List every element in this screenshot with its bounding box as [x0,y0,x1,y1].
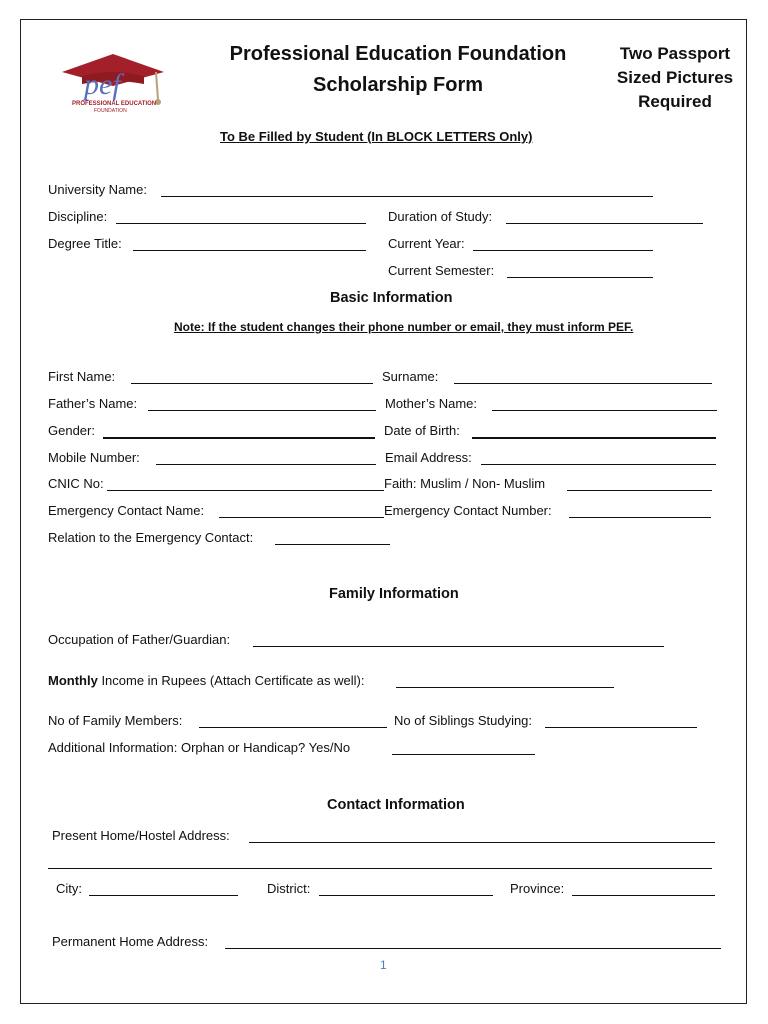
income-field[interactable] [396,687,614,688]
siblings-field[interactable] [545,727,697,728]
emergency-number-label: Emergency Contact Number: [384,503,552,518]
faith-field[interactable] [567,490,712,491]
cnic-label: CNIC No: [48,476,104,491]
family-members-field[interactable] [199,727,387,728]
email-field[interactable] [481,464,716,465]
logo-text: pef [84,68,121,101]
duration-label: Duration of Study: [388,209,493,224]
form-subtitle: Scholarship Form [312,74,484,96]
surname-field[interactable] [454,383,712,384]
income-label [48,673,364,688]
emergency-number-field[interactable] [569,517,711,518]
cnic-field[interactable] [107,490,384,491]
university-field[interactable] [161,196,653,197]
discipline-label: Discipline: [48,209,108,224]
mobile-field[interactable] [156,464,376,465]
university-label: University Name: [48,182,147,197]
surname-label: Surname: [382,369,439,384]
province-field[interactable] [572,895,715,896]
mobile-label: Mobile Number: [48,450,140,465]
city-field[interactable] [89,895,238,896]
first-name-label: First Name: [48,369,116,384]
current-year-label: Current Year: [388,236,465,251]
degree-label: Degree Title: [48,236,122,251]
current-semester-label: Current Semester: [388,263,495,278]
passport-note-line2: Sized Pictures [616,68,734,87]
gender-label: Gender: [48,423,95,438]
instruction-text: To Be Filled by Student (In BLOCK LETTERS Only) [220,129,533,144]
current-year-field[interactable] [473,250,653,251]
email-label: Email Address: [385,450,472,465]
basic-info-note: Note: If the student changes their phone number or email, they must inform PEF. [174,320,634,334]
income-label-rest: Income in Rupees (Attach Certificate as well): [97,673,365,688]
faith-label: Faith: Muslim / Non- Muslim [384,476,546,491]
relation-label: Relation to the Emergency Contact: [48,530,254,545]
relation-field[interactable] [275,544,390,545]
contact-info-heading: Contact Information [327,797,465,813]
district-label: District: [267,881,311,896]
family-members-label: No of Family Members: [48,713,183,728]
mother-name-field[interactable] [492,410,717,411]
page-number: 1 [380,958,387,972]
gender-field[interactable] [103,437,375,439]
income-label-bold: Monthly [48,673,98,688]
siblings-label: No of Siblings Studying: [394,713,533,728]
logo-caption: PROFESSIONAL EDUCATION [72,101,157,107]
city-label: City: [56,881,82,896]
dob-field[interactable] [472,437,716,439]
discipline-field[interactable] [116,223,366,224]
emergency-name-label: Emergency Contact Name: [48,503,205,518]
father-name-label: Father’s Name: [48,396,138,411]
form-title: Professional Education Foundation [229,43,567,65]
first-name-field[interactable] [131,383,373,384]
present-address-field-line2[interactable] [48,868,712,869]
district-field[interactable] [319,895,493,896]
occupation-field[interactable] [253,646,664,647]
duration-field[interactable] [506,223,703,224]
province-label: Province: [510,881,565,896]
current-semester-field[interactable] [507,277,653,278]
mother-name-label: Mother’s Name: [385,396,477,411]
passport-note-line1: Two Passport [619,44,731,63]
passport-note-line3: Required [638,92,712,111]
permanent-address-field[interactable] [225,948,721,949]
emergency-name-field[interactable] [219,517,384,518]
occupation-label: Occupation of Father/Guardian: [48,632,231,647]
logo-caption-2: FOUNDATION [94,108,127,114]
dob-label: Date of Birth: [384,423,460,438]
additional-info-field[interactable] [392,754,535,755]
family-info-heading: Family Information [329,586,459,602]
father-name-field[interactable] [148,410,376,411]
additional-info-label: Additional Information: Orphan or Handicap? Yes/No [48,740,351,755]
present-address-label: Present Home/Hostel Address: [52,828,230,843]
pef-logo [58,50,168,118]
permanent-address-label: Permanent Home Address: [52,934,209,949]
present-address-field[interactable] [249,842,715,843]
degree-field[interactable] [133,250,366,251]
basic-info-heading: Basic Information [330,290,453,306]
